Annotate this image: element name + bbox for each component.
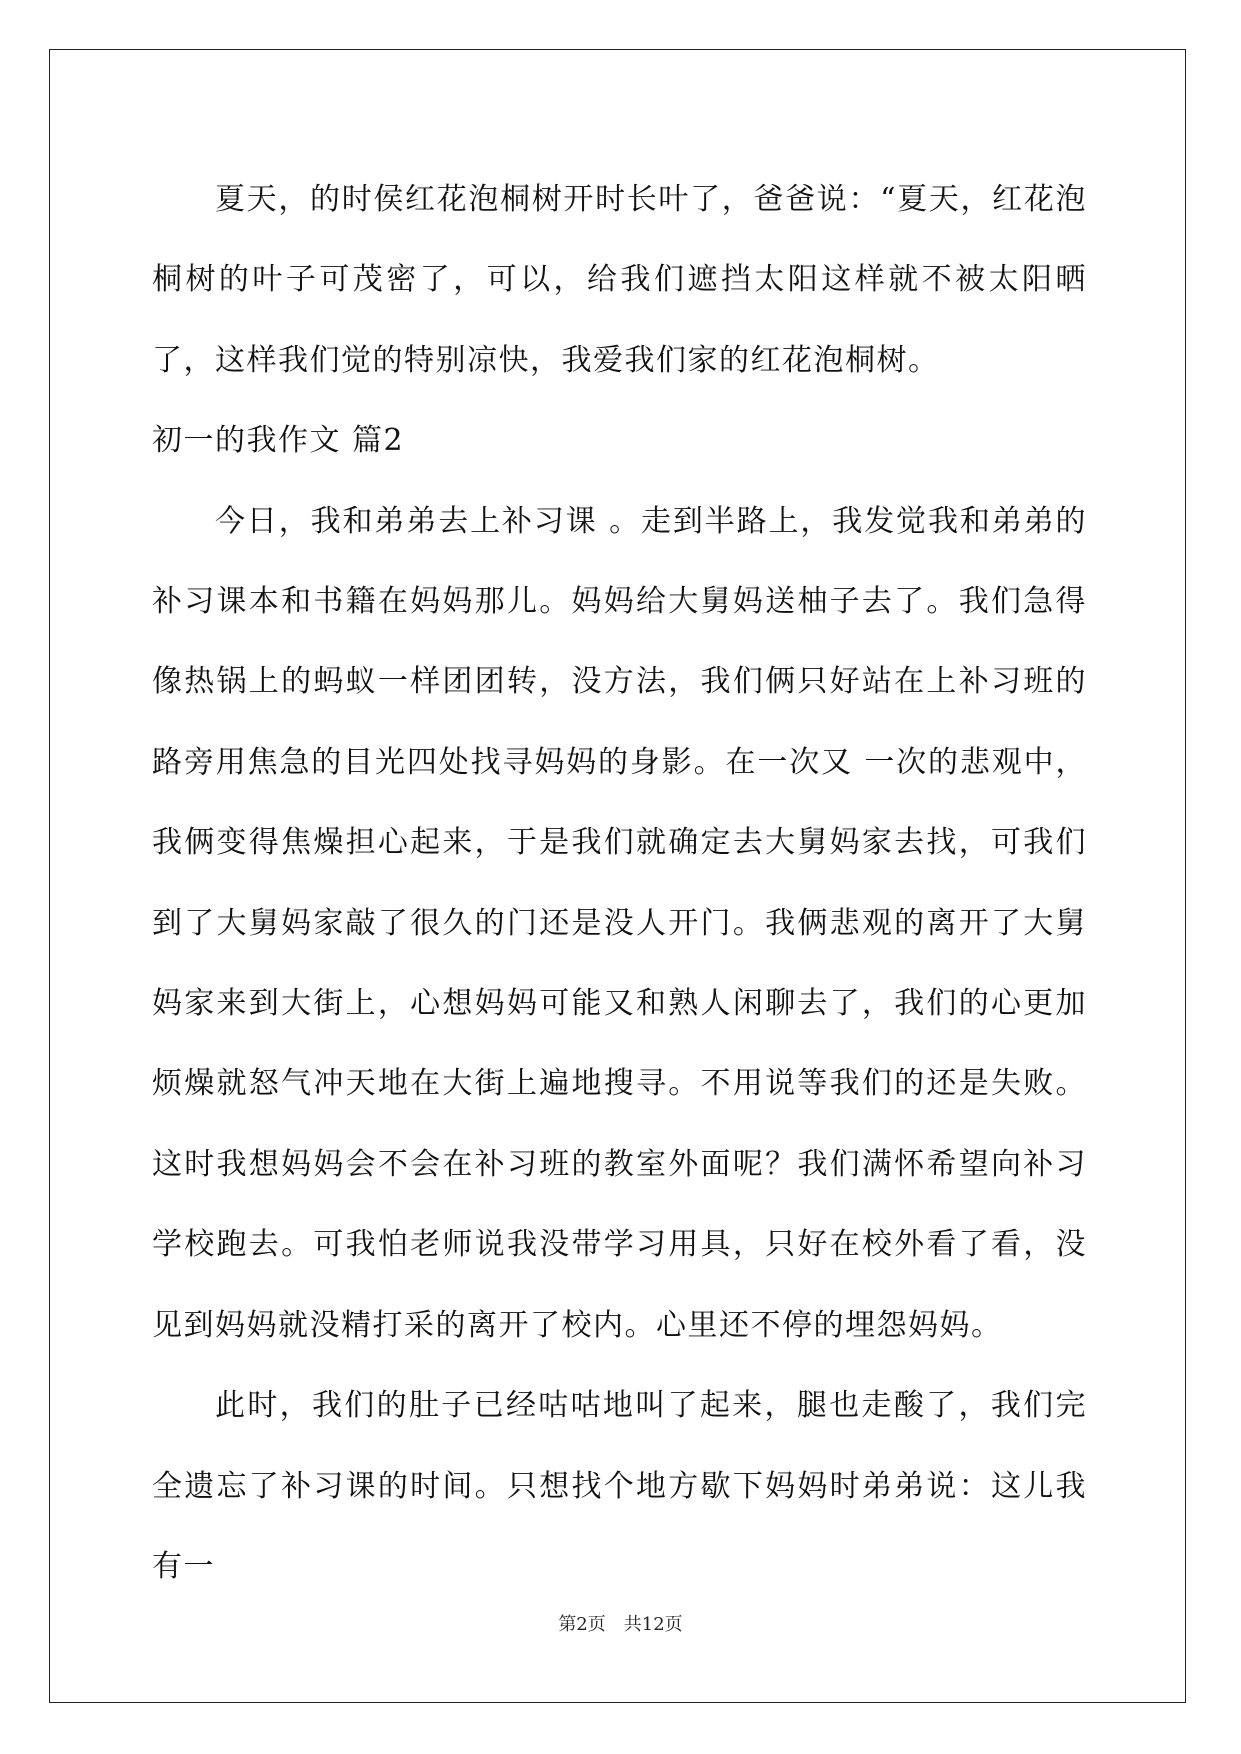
- page-number: 第2页 共12页: [558, 1614, 683, 1635]
- page-footer: [0, 1613, 1241, 1637]
- paragraph-3: 此时，我们的肚子已经咕咕地叫了起来，腿也走酸了，我们完全遗忘了补习课的时间。只想找个地方歇下妈妈时弟弟说：这儿我有一: [152, 1388, 1087, 1584]
- paragraph-2: 今日，我和弟弟去上补习课 。走到半路上，我发觉我和弟弟的补习课本和书籍在妈妈那儿。妈妈给大舅妈送柚子去了。我们急得像热锅上的蚂蚁一样团团转，没方法，我们俩只好站在上补习班的路旁用焦急的目光四处找寻妈妈的身影。在一次又 一次的悲观中，我俩变得焦燥担心起来，于是我们就确定去大舅妈家去找，可我们到了大舅妈家敲了很久的门还是没人开门。我俩悲观的离开了大舅妈家来到大街上，心想妈妈可能又和熟人闲聊去了，我们的心更加烦燥就怒气冲天地在大街上遍地搜寻。不用说等我们的还是失败。这时我想妈妈会不会在补习班的教室外面呢？我们满怀希望向补习学校跑去。可我怕老师说我没带学习用具，只好在校外看了看，没见到妈妈就没精打采的离开了校内。心里还不停的埋怨妈妈。: [152, 503, 1087, 1343]
- section-heading: 初一的我作文 篇2: [152, 423, 405, 459]
- document-body: [152, 160, 1087, 1607]
- paragraph-1: 夏天，的时侯红花泡桐树开时长叶了，爸爸说：“夏天，红花泡桐树的叶子可茂密了，可以，给我们遮挡太阳这样就不被太阳晒了，这样我们觉的特别凉快，我爱我们家的红花泡桐树。: [152, 182, 1087, 378]
